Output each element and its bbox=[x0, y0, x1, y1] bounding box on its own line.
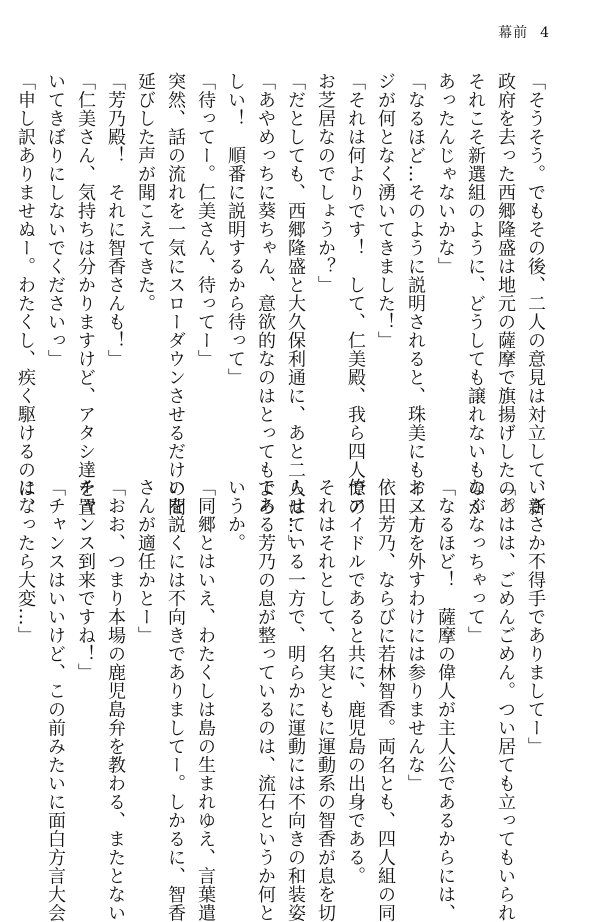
text-line: らせている一方で、明らかに運動には不向きの和装姿 bbox=[285, 478, 306, 922]
text-line: 「待ってー。仁美さん、待ってー」 bbox=[195, 72, 216, 368]
chapter-title: 幕前 bbox=[498, 25, 529, 41]
text-line: 突然、話の流れを一気にスローダウンさせるだけの間 bbox=[165, 72, 186, 516]
text-line: さんが適任かとー」 bbox=[135, 478, 156, 645]
text-line: 依田芳乃、ならびに若林智香。両名とも、四人組の同 bbox=[375, 478, 396, 922]
text-line: それこそ新選組のように、どうしても譲れないものが bbox=[465, 72, 486, 516]
text-line: 「なるほど…そのように説明されると、珠美にもイメー bbox=[405, 72, 426, 535]
text-line: いうか。 bbox=[225, 478, 246, 552]
text-line: 「芳乃殿！ それに智香さんも！」 bbox=[105, 72, 126, 368]
running-header bbox=[498, 22, 550, 42]
text-line: 「チャンスはいいけど、この前みたいに面白方言大会 bbox=[45, 478, 66, 922]
text-line: 僚アイドルであると共に、鹿児島の出身である。 bbox=[345, 478, 366, 885]
text-line: しい！ 順番に説明するから待って」 bbox=[225, 72, 246, 387]
text-line: ジが何となく湧いてきました！」 bbox=[375, 72, 396, 350]
text-line: 「だとしても、西郷隆盛と大久保利通に、あと二人は…」 bbox=[285, 72, 306, 553]
text-line: お芝居なのでしょうか？」 bbox=[315, 72, 336, 294]
text-line: になったら大変…」 bbox=[15, 478, 36, 645]
text-line: 「おお、つまり本場の鹿児島弁を教わる、またとない bbox=[105, 478, 126, 922]
page-number: 4 bbox=[540, 25, 550, 41]
text-line: 政府を去った西郷隆盛は地元の薩摩で旗揚げしたの。 bbox=[495, 72, 516, 516]
text-line: 延びした声が聞こえてきた。 bbox=[135, 72, 156, 313]
text-line: 「申し訳ありませぬー。わたくし、疾く駆けるのは、 bbox=[15, 72, 36, 516]
text-block-bottom bbox=[10, 478, 550, 922]
text-line: なくなっちゃって」 bbox=[465, 478, 486, 645]
text-line: 「そうそう。でもその後、二人の意見は対立して、新 bbox=[525, 72, 546, 516]
text-line: いてきぼりにしないでくださいっ」 bbox=[45, 72, 66, 368]
text-line: 「同郷とはいえ、わたくしは島の生まれゆえ、言葉遣 bbox=[195, 478, 216, 922]
text-line: 「仁美さん、気持ちは分かりますけど、アタシ達を置 bbox=[75, 72, 96, 516]
text-line: それはそれとして、名実ともに運動系の智香が息を切 bbox=[315, 478, 336, 922]
text-line: いを説くには不向きでありましてー。しかるに、智香 bbox=[165, 478, 186, 922]
text-line: お二方を外すわけには参りませんな」 bbox=[405, 478, 426, 793]
text-line: あったんじゃないかな」 bbox=[435, 72, 456, 276]
text-line: 「あやめっちに葵ちゃん、意欲的なのはとってもよろ bbox=[255, 72, 276, 516]
text-line: いささか不得手でありましてー」 bbox=[525, 478, 546, 756]
text-line: 「それは何よりです！ して、仁美殿、我ら四人での bbox=[345, 72, 366, 516]
text-line: チャンス到来ですね！」 bbox=[75, 478, 96, 682]
text-line: である芳乃の息が整っているのは、流石というか何と bbox=[255, 478, 276, 922]
text-line: 「なるほど！ 薩摩の偉人が主人公であるからには、 bbox=[435, 478, 456, 922]
text-line: 「あはは、ごめんごめん。つい居ても立ってもいられ bbox=[495, 478, 516, 922]
